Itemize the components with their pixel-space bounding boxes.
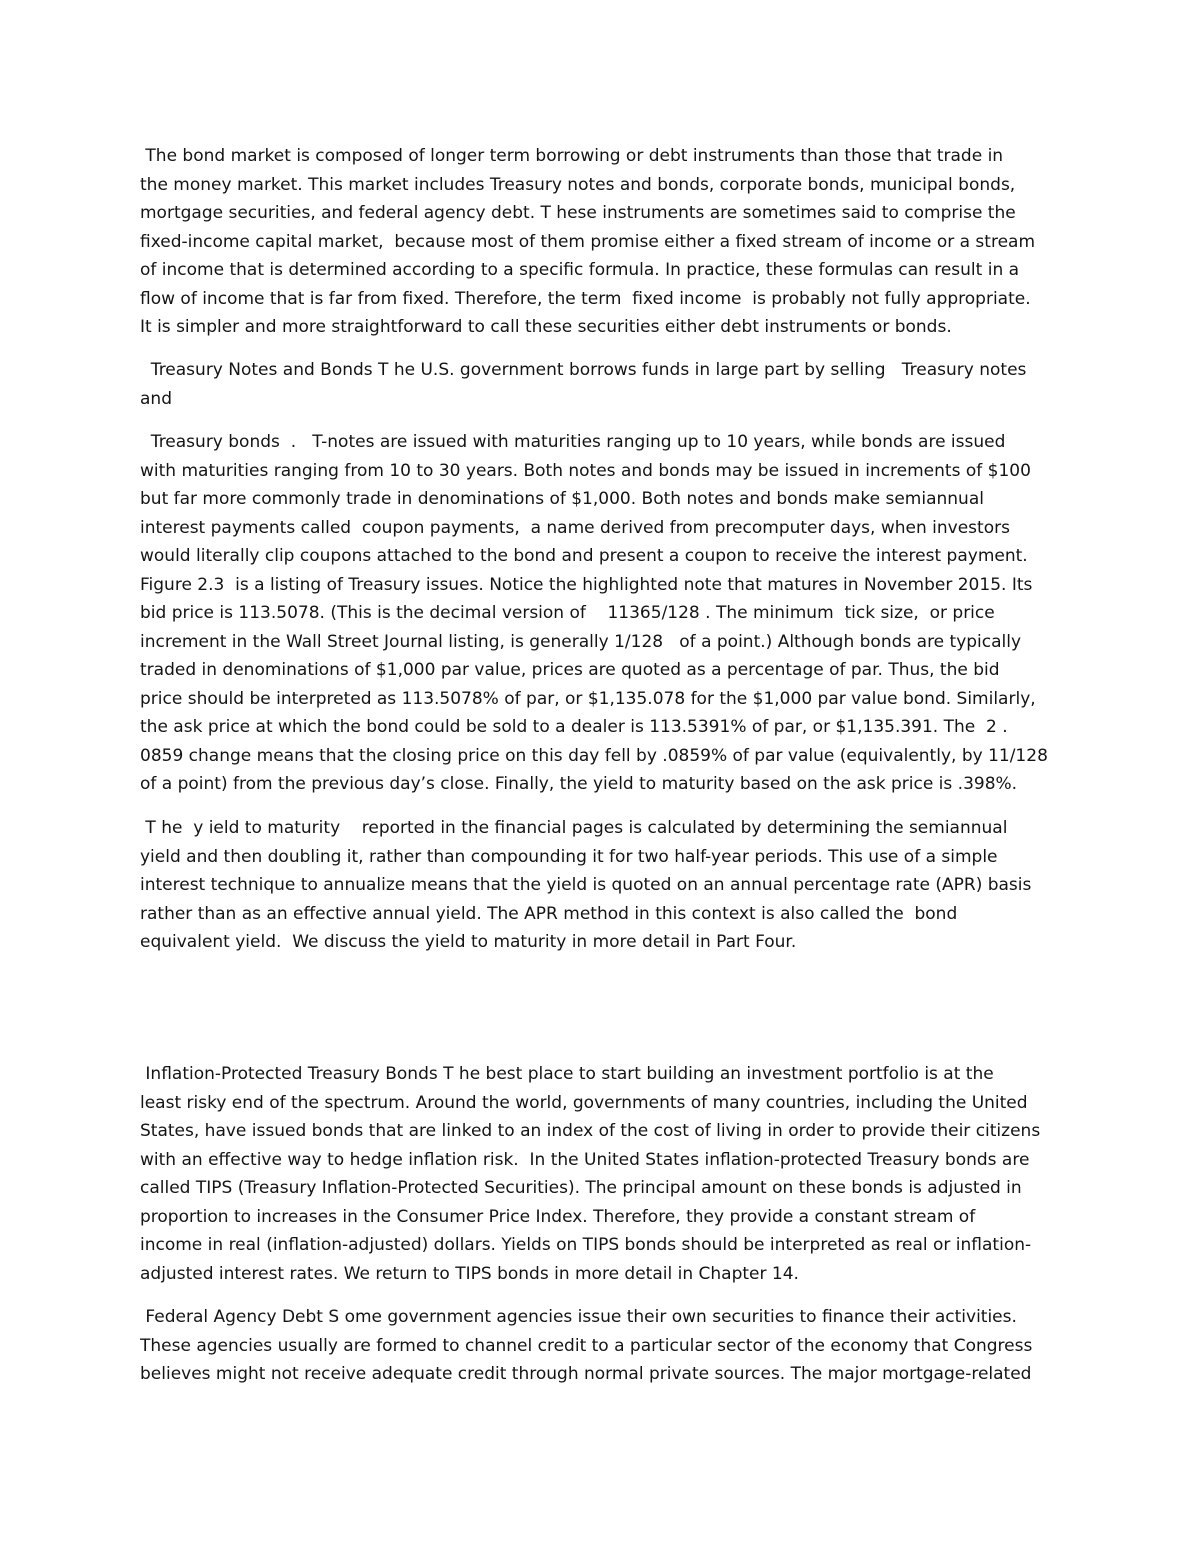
- paragraph-treasury-bonds: [140, 428, 1070, 799]
- text-line: bid price is 113.5078. (This is the decimal version of 11365/128 . The minimum tick size, or price: [140, 603, 995, 623]
- text-line: Treasury Notes and Bonds T he U.S. government borrows funds in large part by selling Treasury notes: [140, 360, 1027, 380]
- text-line: interest payments called coupon payments, a name derived from precomputer days, when investors: [140, 517, 1010, 538]
- text-line: and: [140, 388, 172, 409]
- text-line: States, have issued bonds that are linked to an index of the cost of living in order to provide their citizens: [140, 1121, 1041, 1141]
- text-line: fixed-income capital market, because most of them promise either a fixed stream of income or a stream: [140, 231, 1036, 252]
- text-line: rather than as an effective annual yield. The APR method in this context is also called the bond: [140, 903, 958, 924]
- text-line: of a point) from the previous day’s close. Finally, the yield to maturity based on the ask price is .398%.: [140, 774, 1018, 794]
- text-line: traded in denominations of $1,000 par value, prices are quoted as a percentage of par. Thus, the bid: [140, 660, 1000, 680]
- text-line: Figure 2.3 is a listing of Treasury issues. Notice the highlighted note that matures in November 2015. Its: [140, 574, 1033, 595]
- text-line: flow of income that is far from fixed. Therefore, the term fixed income is probably not fully appropriate.: [140, 288, 1031, 309]
- text-line: Inflation-Protected Treasury Bonds T he best place to start building an investment portfolio is at the: [140, 1064, 994, 1084]
- text-line: with an effective way to hedge inflation risk. In the United States inflation-protected Treasury bonds are: [140, 1149, 1030, 1170]
- paragraph-inflation-protected-bonds: [140, 1060, 1070, 1288]
- text-line: mortgage securities, and federal agency debt. T hese instruments are sometimes said to comprise the: [140, 203, 1016, 223]
- paragraph-treasury-notes-heading: [140, 356, 1070, 413]
- text-line: T he y ield to maturity reported in the financial pages is calculated by determining the semiannual: [140, 818, 1008, 838]
- text-line: would literally clip coupons attached to the bond and present a coupon to receive the interest payment.: [140, 546, 1028, 566]
- text-line: equivalent yield. We discuss the yield to maturity in more detail in Part Four.: [140, 932, 797, 952]
- text-line: with maturities ranging from 10 to 30 years. Both notes and bonds may be issued in increments of $100: [140, 460, 1031, 481]
- text-line: believes might not receive adequate credit through normal private sources. The major mortgage-related: [140, 1364, 1032, 1384]
- text-line: the ask price at which the bond could be sold to a dealer is 113.5391% of par, or $1,135.391. The 2 .: [140, 717, 1008, 737]
- text-line: least risky end of the spectrum. Around the world, governments of many countries, including the United: [140, 1092, 1028, 1113]
- text-line: Federal Agency Debt S ome government agencies issue their own securities to finance their activities.: [140, 1307, 1017, 1327]
- paragraph-yield-to-maturity: [140, 814, 1070, 957]
- text-line: yield and then doubling it, rather than compounding it for two half-year periods. This use of a simple: [140, 846, 998, 867]
- text-line: price should be interpreted as 113.5078% of par, or $1,135.078 for the $1,000 par value bond. Similarly,: [140, 688, 1036, 709]
- paragraph-federal-agency-debt: [140, 1303, 1070, 1389]
- text-line: interest technique to annualize means that the yield is quoted on an annual percentage rate (APR) basis: [140, 875, 1032, 895]
- text-line: The bond market is composed of longer term borrowing or debt instruments than those that trade in: [140, 146, 1004, 166]
- text-line: It is simpler and more straightforward to call these securities either debt instruments or bonds.: [140, 317, 952, 337]
- text-line: income in real (inflation-adjusted) dollars. Yields on TIPS bonds should be interpreted as real or inflation-: [140, 1235, 1032, 1255]
- text-line: Treasury bonds . T-notes are issued with maturities ranging up to 10 years, while bonds are issued: [140, 432, 1006, 452]
- text-line: but far more commonly trade in denominations of $1,000. Both notes and bonds make semiannual: [140, 489, 984, 509]
- text-line: the money market. This market includes Treasury notes and bonds, corporate bonds, municipal bonds,: [140, 174, 1016, 195]
- text-line: adjusted interest rates. We return to TIPS bonds in more detail in Chapter 14.: [140, 1263, 799, 1284]
- text-line: 0859 change means that the closing price on this day fell by .0859% of par value (equivalently, by 11/128: [140, 745, 1048, 766]
- paragraph-bond-market: [140, 142, 1070, 342]
- text-line: of income that is determined according to a specific formula. In practice, these formulas can result in a: [140, 260, 1020, 280]
- text-line: proportion to increases in the Consumer Price Index. Therefore, they provide a constant stream of: [140, 1206, 976, 1227]
- text-line: These agencies usually are formed to channel credit to a particular sector of the economy that Congress: [140, 1335, 1033, 1356]
- text-line: called TIPS (Treasury Inflation-Protected Securities). The principal amount on these bonds is adjusted in: [140, 1178, 1022, 1198]
- text-line: increment in the Wall Street Journal listing, is generally 1/128 of a point.) Although bonds are typically: [140, 631, 1022, 652]
